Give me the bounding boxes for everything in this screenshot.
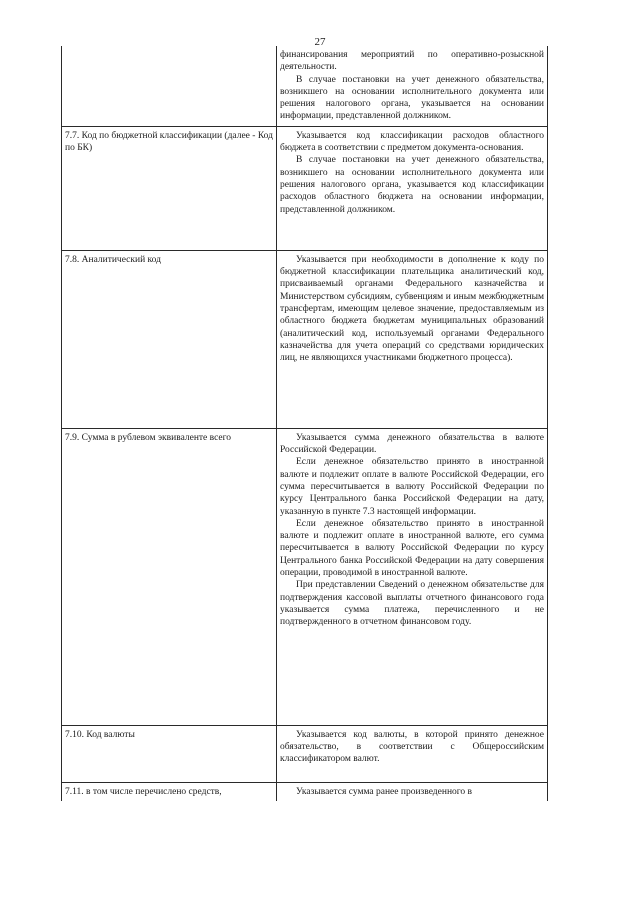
row-description (277, 126, 548, 250)
paragraph: Указывается код классификации расходов областного бюджета в соответствии с предметом документа-основания. (280, 130, 544, 154)
paragraph: Указывается сумма денежного обязательства в валюте Российской Федерации. (280, 432, 544, 456)
paragraph: Указывается при необходимости в дополнение к коду по бюджетной классификации плательщика аналитический код, присваиваемый органами Федерального казначейства и Министерством субсидиям, субвенциям и иным межбюджетным трансфертам, имеющим целевое значение, предоставляемым из областного бюджета бюджетам муниципальных образований (аналитический код, используемый органами Федерального казначейства для учета операций со средствами юридических лиц, не являющихся участниками бюджетного процесса). (280, 254, 544, 364)
row-label: 7.11. в том числе перечислено средств, (62, 782, 277, 801)
paragraph: В случае постановки на учет денежного обязательства, возникшего на основании исполнительного документа или решения налогового органа, указывается на основании информации, представленной должником. (280, 74, 544, 122)
table-row (62, 250, 548, 428)
row-label: 7.7. Код по бюджетной классификации (далее - Код по БК) (62, 126, 277, 250)
paragraph: финансирования мероприятий по оперативно-розыскной деятельности. (280, 50, 544, 73)
table-row (62, 46, 548, 126)
table-row (62, 126, 548, 250)
row-description (277, 782, 548, 801)
row-description (277, 250, 548, 428)
paragraph: Указывается код валюты, в которой принято денежное обязательство, в соответствии с Общероссийским классификатором валют. (280, 729, 544, 765)
row-label (62, 46, 277, 126)
page-number: 27 (314, 36, 326, 48)
row-description (277, 428, 548, 725)
paragraph: Указывается сумма ранее произведенного в (296, 786, 473, 797)
row-label: 7.10. Код валюты (62, 725, 277, 782)
table-row (62, 428, 548, 725)
row-description (277, 46, 548, 126)
paragraph: В случае постановки на учет денежного обязательства, возникшего на основании исполнительного документа или решения налогового органа, указывается код классификации расходов областного бюджета на основании информации, представленной должником. (280, 155, 544, 215)
row-label: 7.8. Аналитический код (62, 250, 277, 428)
row-description (277, 725, 548, 782)
paragraph: Если денежное обязательство принято в иностранной валюте и подлежит оплате в валюте Российской Федерации, его сумма пересчитывается в валюту Российской Федерации по курсу Центрального банка Российской Федерации на дату, указанную в пункте 7.3 настоящей информации. (280, 457, 544, 517)
paragraph: При представлении Сведений о денежном обязательстве для подтверждения кассовой выплаты отчетного финансового года указывается сумма платежа, перечисленного и не подтвержденного в отчетном финансовом году. (280, 580, 544, 628)
table-row (62, 725, 548, 782)
table-row (62, 782, 548, 801)
row-label: 7.9. Сумма в рублевом эквиваленте всего (62, 428, 277, 725)
info-table (61, 46, 548, 801)
paragraph: Если денежное обязательство принято в иностранной валюте и подлежит оплате в иностранной валюте, его сумма пересчитывается в валюту Российской Федерации по курсу Центрального банка Российской Федерации на дату совершения операции, проводимой в иностранной валюте. (280, 518, 544, 579)
